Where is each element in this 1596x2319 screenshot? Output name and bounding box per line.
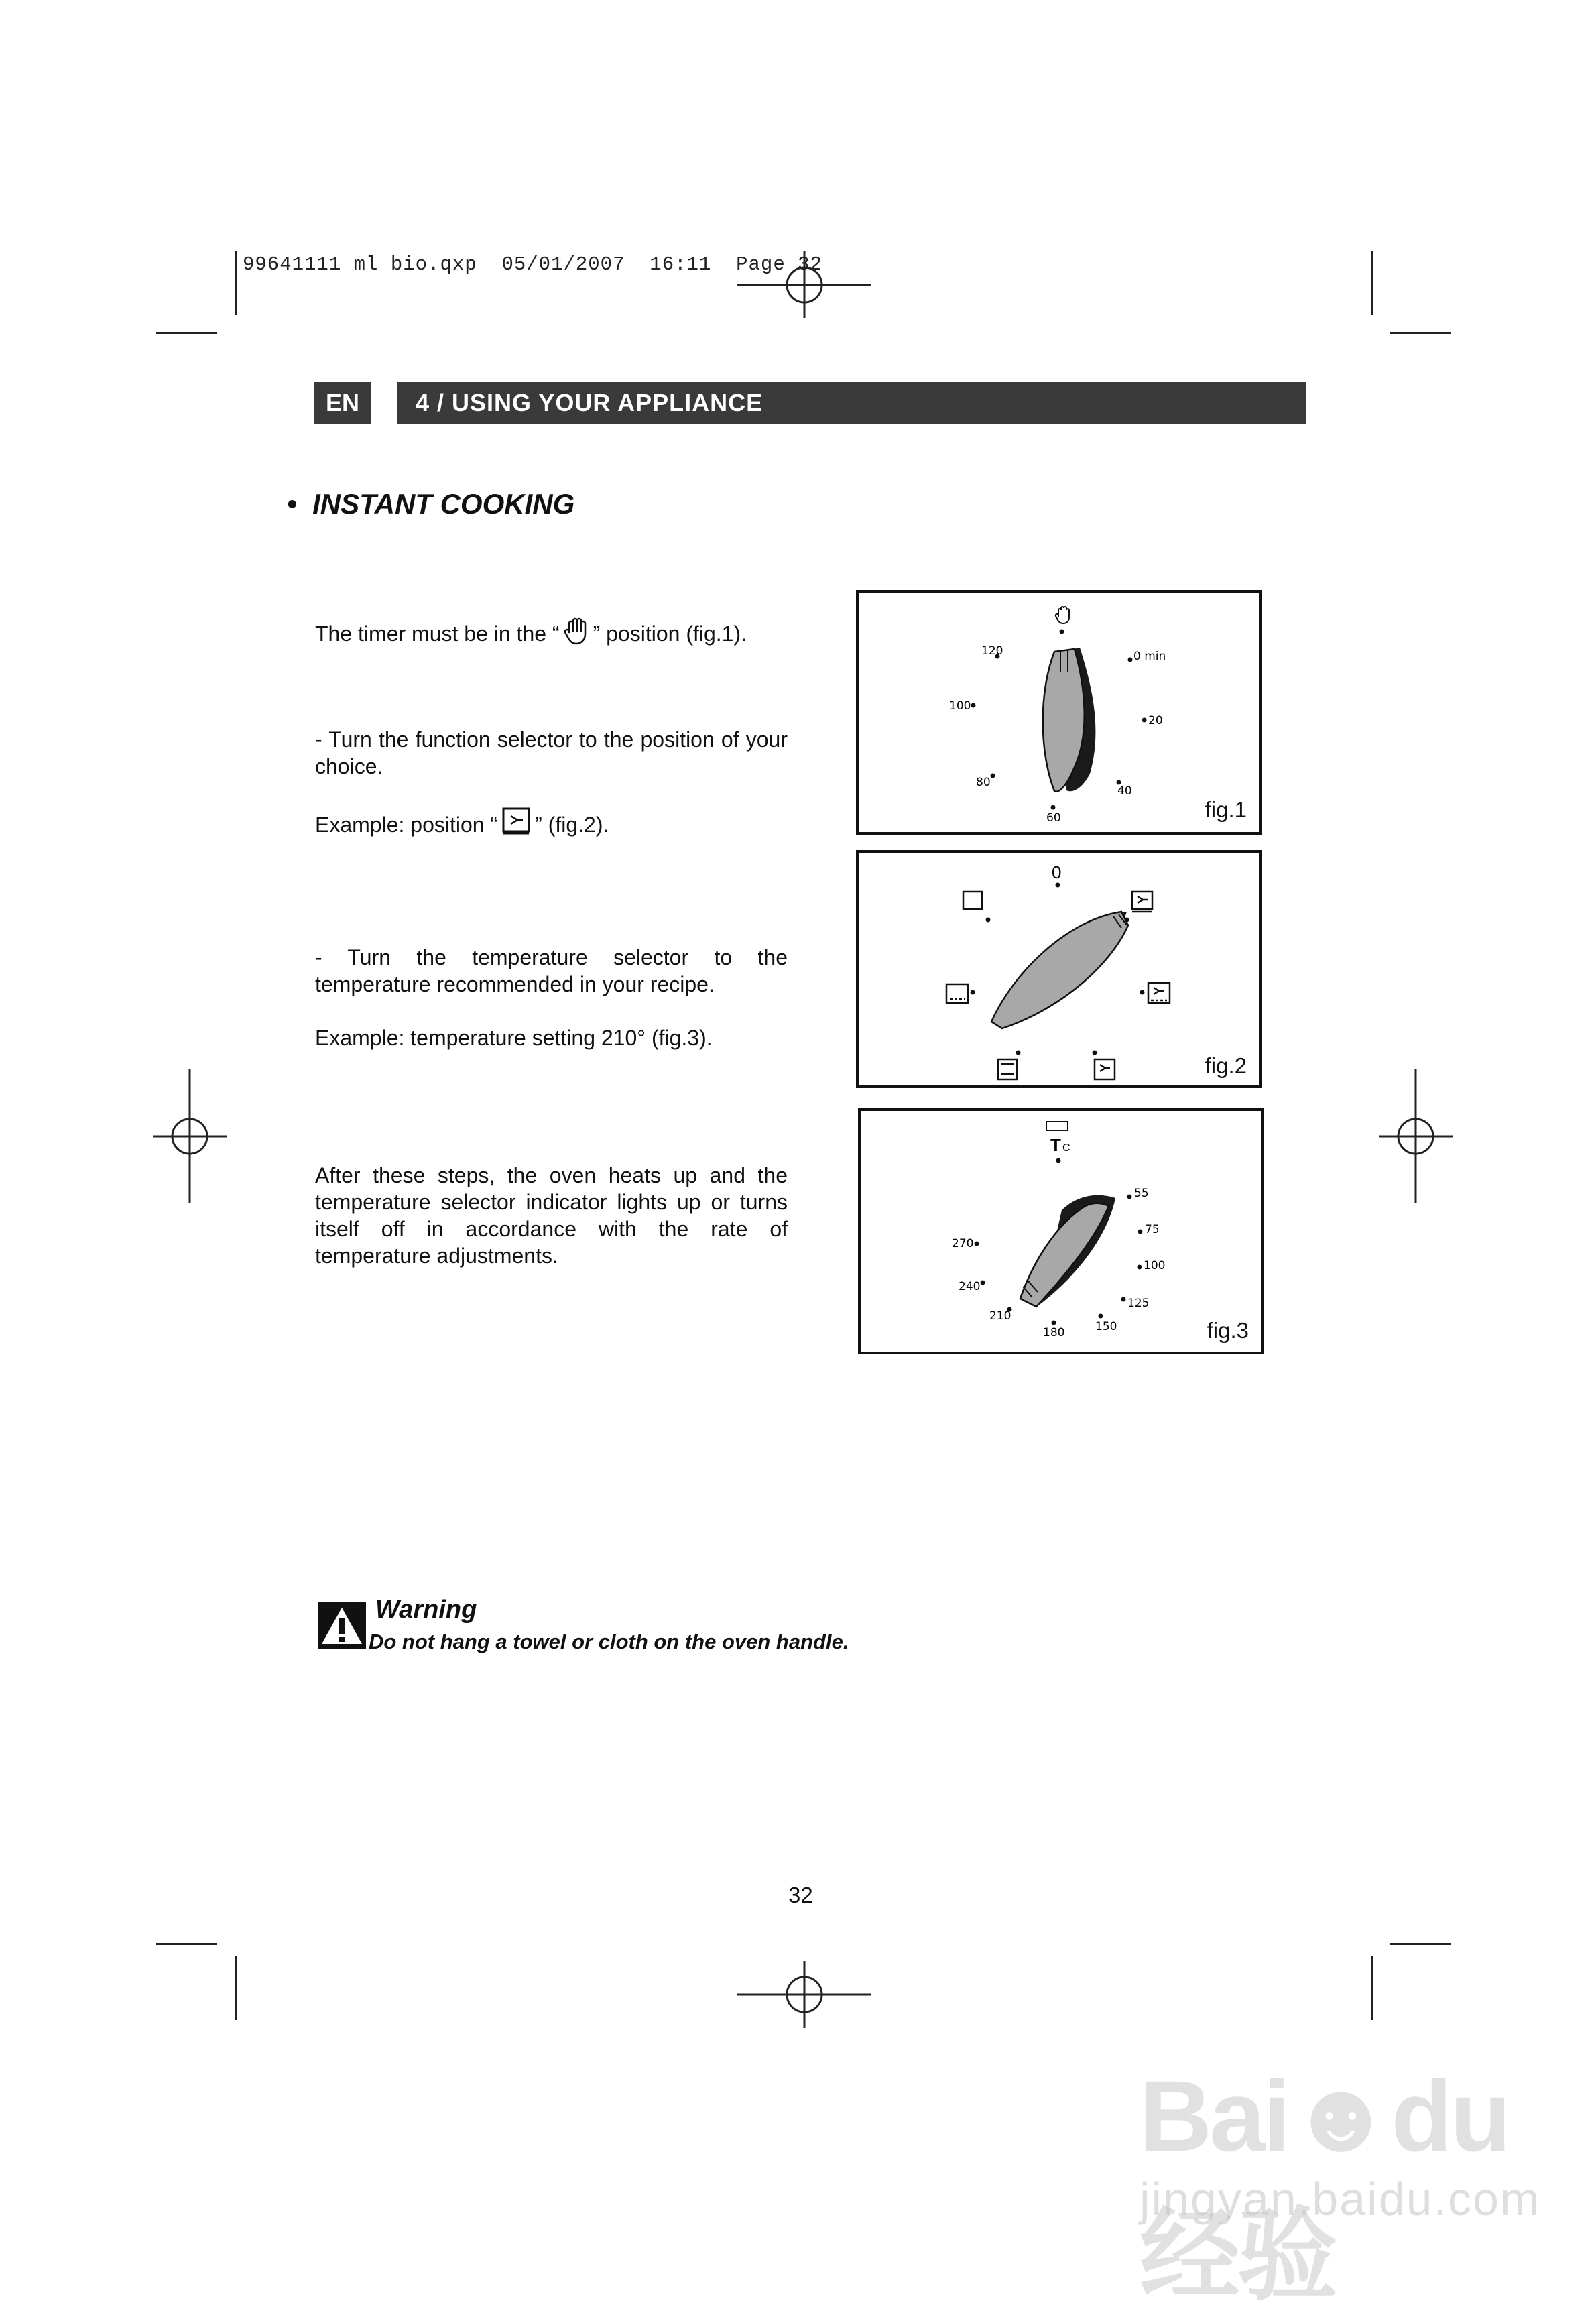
text: ” (fig.2).	[535, 813, 609, 837]
temp-label-270: 270	[952, 1237, 974, 1250]
temp-label-55: 55	[1134, 1187, 1149, 1200]
section-title: INSTANT COOKING	[312, 488, 575, 520]
temp-label-150: 150	[1095, 1320, 1117, 1333]
temp-label-75: 75	[1145, 1223, 1160, 1236]
text: The timer must be in the “	[315, 621, 560, 646]
crop-mark	[1390, 332, 1451, 334]
oven-top-bottom-icon	[998, 1059, 1017, 1079]
figure-caption: fig.3	[1207, 1318, 1249, 1343]
temperature-knob	[1020, 1195, 1115, 1307]
oven-grill-icon	[1095, 1059, 1115, 1079]
registration-mark-left	[153, 1069, 227, 1203]
timer-label-0: 0 min	[1133, 650, 1166, 663]
warning-text: Do not hang a towel or cloth on the oven handle.	[369, 1630, 849, 1653]
paragraph-example-temperature: Example: temperature setting 210° (fig.3).	[315, 1026, 713, 1050]
watermark-url: jingyan.baidu.com	[1140, 2173, 1541, 2225]
temp-label-180: 180	[1043, 1326, 1065, 1340]
figure-1-timer	[856, 590, 1262, 835]
timer-knob	[1043, 648, 1096, 792]
timer-label-120: 120	[981, 644, 1003, 658]
section-heading	[287, 488, 574, 520]
paragraph-after-steps: After these steps, the oven heats up and the temperature selector indicator lights up or turns itself off in accordance with the rate of temperature adjustments.	[315, 1163, 788, 1268]
crop-mark	[1371, 251, 1373, 315]
crop-mark	[156, 1943, 217, 1945]
warning-icon	[318, 1602, 366, 1649]
timer-label-20: 20	[1148, 714, 1163, 727]
hand-icon	[564, 615, 589, 651]
tc-sub-label: C	[1062, 1142, 1070, 1154]
language-tag: EN	[314, 382, 371, 424]
oven-bottom-heat-icon	[946, 984, 968, 1003]
crop-mark	[235, 1956, 237, 2020]
oven-fan-grill-icon	[501, 807, 531, 842]
timer-label-40: 40	[1117, 784, 1132, 798]
function-label-zero: 0	[1052, 862, 1062, 882]
figure-2-function-selector	[856, 850, 1262, 1088]
registration-mark-bottom	[737, 1958, 871, 2031]
crop-mark	[1390, 1943, 1451, 1945]
timer-label-100: 100	[949, 699, 971, 713]
temp-label-125: 125	[1127, 1297, 1150, 1310]
bullet: •	[287, 488, 297, 520]
function-knob	[991, 912, 1128, 1028]
registration-mark-right	[1379, 1069, 1453, 1203]
timer-label-60: 60	[1046, 811, 1061, 825]
temp-label-240: 240	[959, 1280, 981, 1293]
warning-title: Warning	[375, 1596, 477, 1624]
tc-label: T	[1050, 1135, 1061, 1155]
crop-mark	[1371, 1956, 1373, 2020]
temperature-dial	[861, 1111, 1266, 1357]
page-number: 32	[788, 1883, 813, 1907]
paragraph-timer	[315, 615, 788, 651]
text: ” position (fig.1).	[593, 621, 747, 646]
chapter-header: 4 / USING YOUR APPLIANCE	[397, 382, 1306, 424]
temp-label-100: 100	[1144, 1259, 1166, 1272]
print-slug: 99641111 ml bio.qxp 05/01/2007 16:11 Page 32	[243, 253, 822, 276]
oven-grill-fan-icon	[1148, 983, 1170, 1003]
crop-mark	[235, 251, 237, 315]
text: Example: position “	[315, 813, 498, 837]
watermark-brand: Bai☻du 经验	[1140, 2060, 1509, 2312]
indicator-light-icon	[1046, 1122, 1068, 1130]
timer-label-80: 80	[976, 776, 991, 789]
temp-label-210: 210	[989, 1309, 1011, 1323]
hand-icon	[1056, 607, 1069, 623]
paragraph-temperature-selector: - Turn the temperature selector to the temperature recommended in your recipe.	[315, 945, 788, 996]
crop-mark	[156, 332, 217, 334]
timer-dial	[859, 593, 1264, 837]
oven-fan-grill-icon	[1132, 892, 1152, 912]
function-dial	[859, 853, 1264, 1091]
figure-caption: fig.2	[1205, 1053, 1247, 1078]
figure-3-temperature-selector	[858, 1108, 1264, 1354]
oven-static-icon	[963, 892, 982, 909]
paragraph-function-selector: - Turn the function selector to the position of your choice.	[315, 727, 788, 778]
paragraph-example-position	[315, 807, 788, 842]
figure-caption: fig.1	[1205, 797, 1247, 822]
